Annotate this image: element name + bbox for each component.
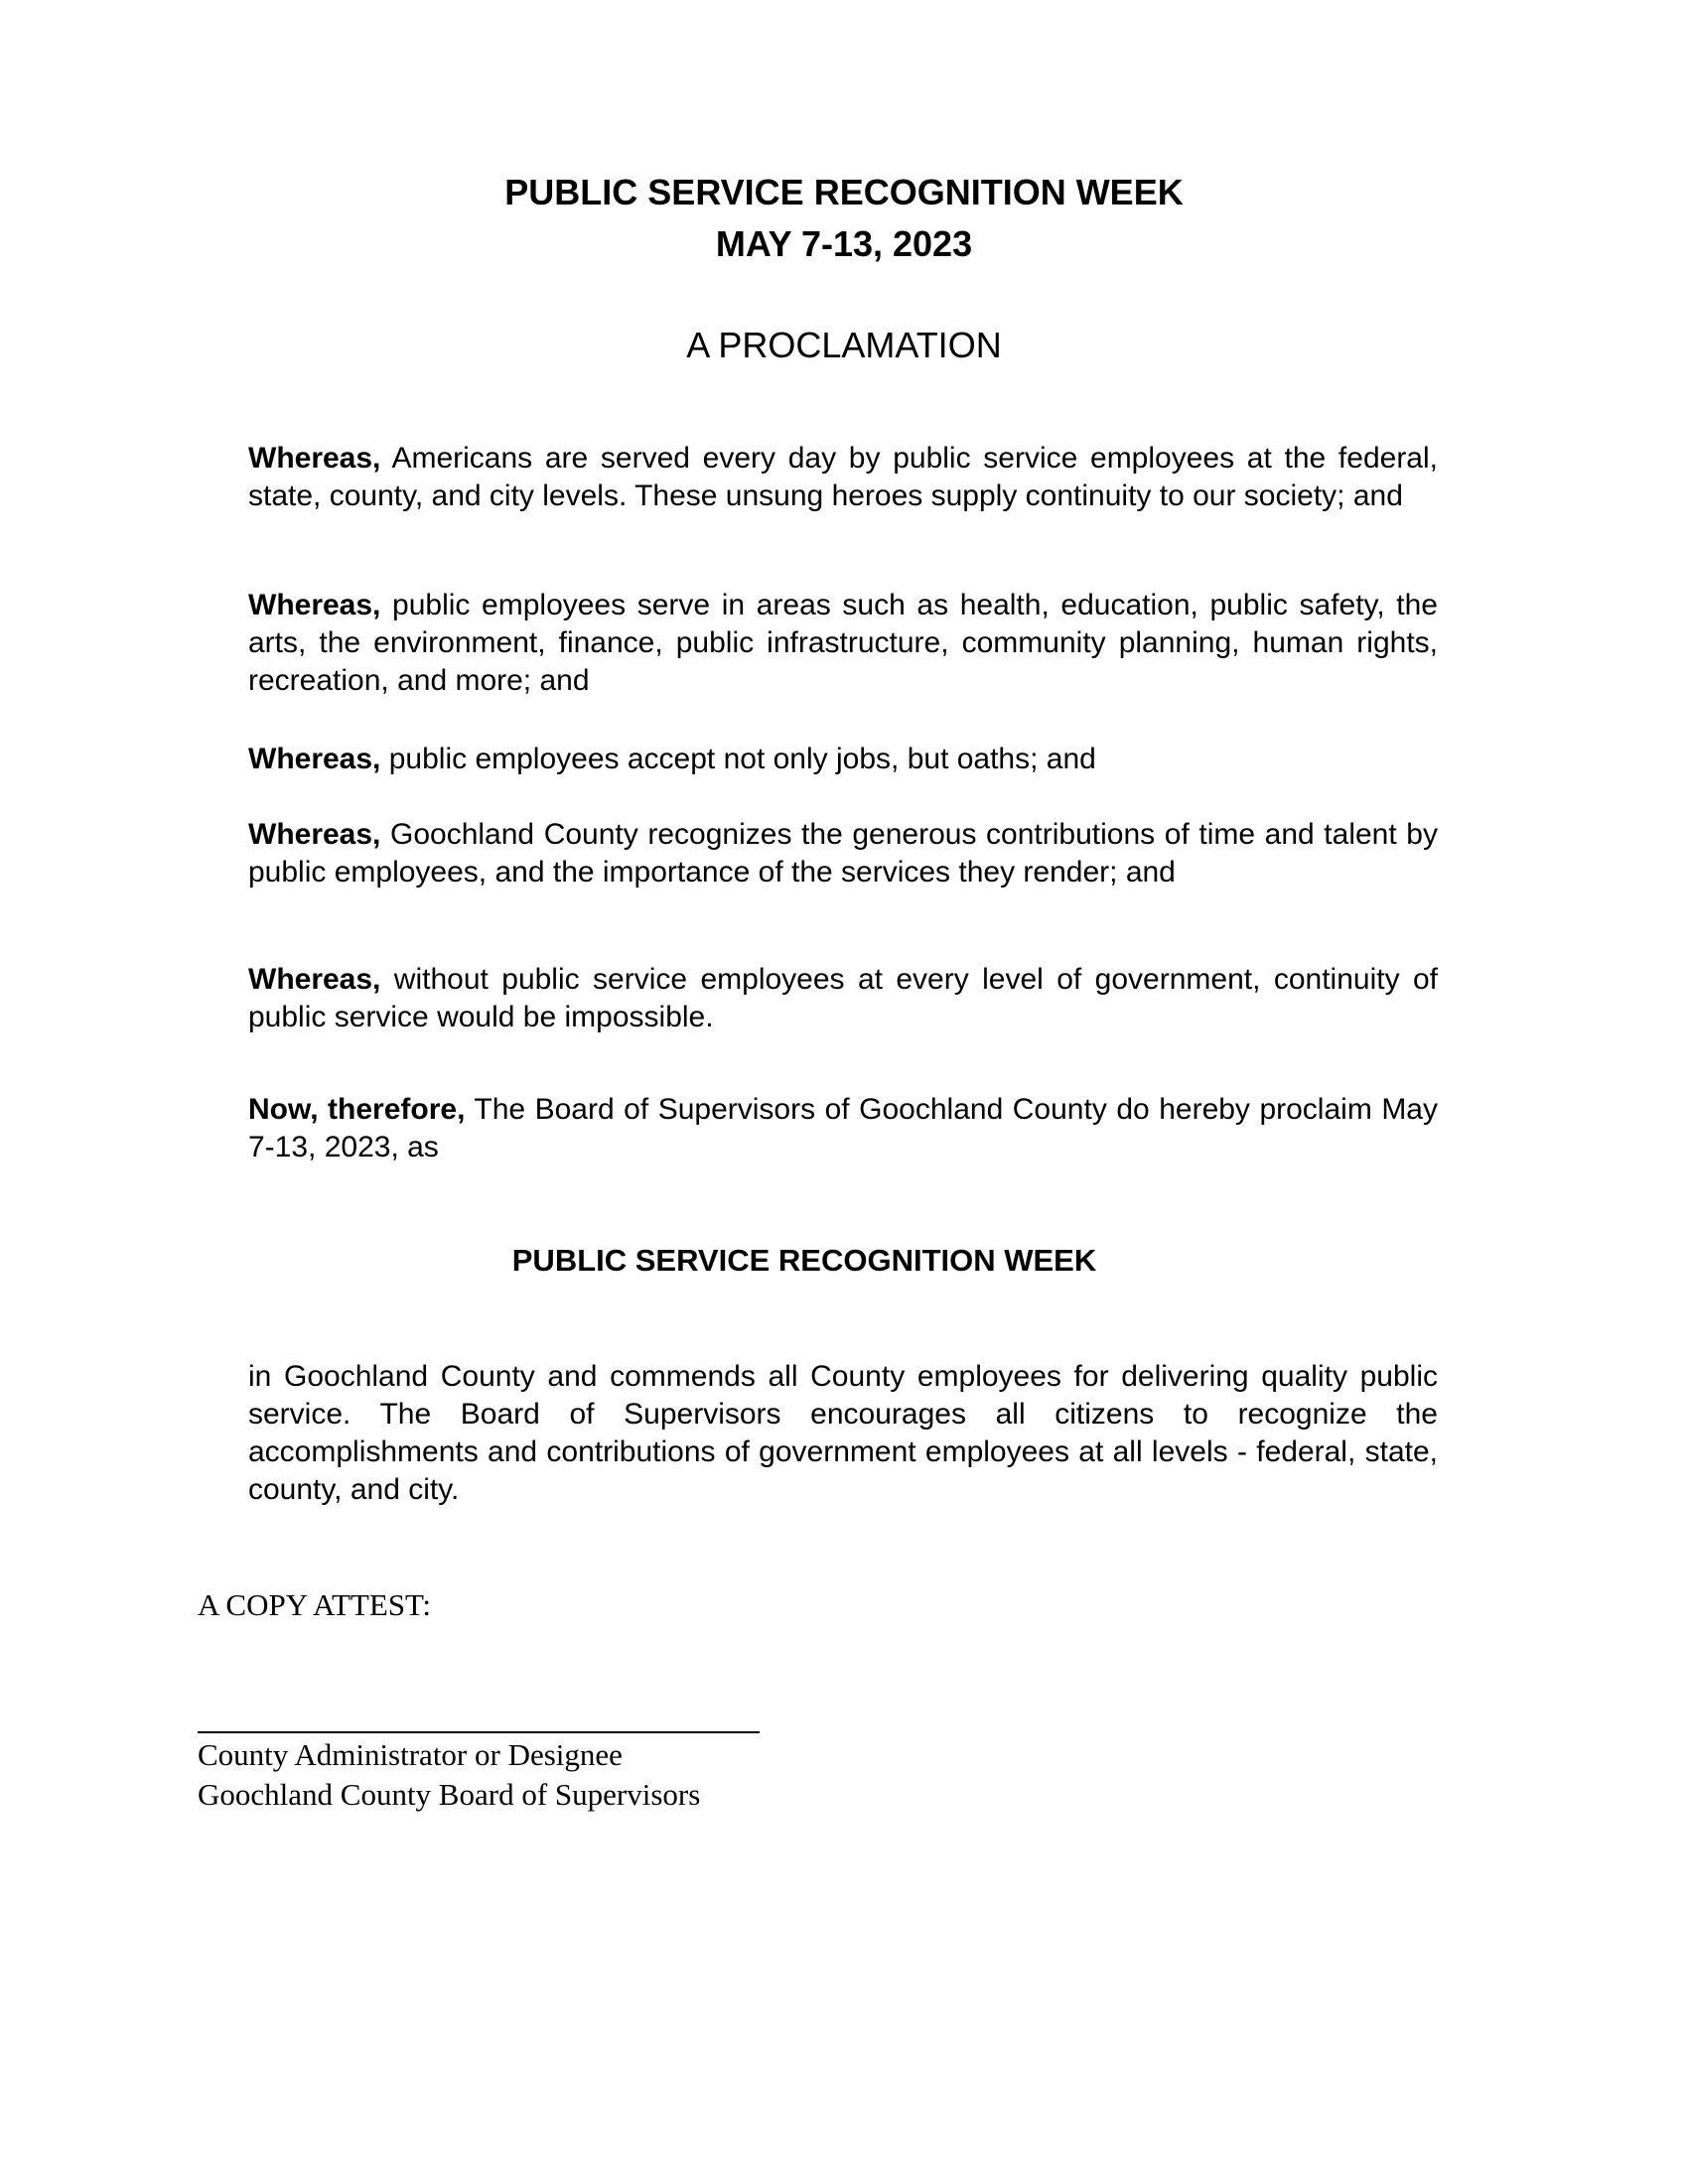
proclamation-subtitle: A PROCLAMATION: [686, 325, 1002, 365]
whereas-lead: Whereas,: [248, 818, 381, 851]
whereas-text: public employees accept not only jobs, but oaths; and: [380, 743, 1096, 775]
whereas-paragraph-3: [248, 741, 1438, 778]
whereas-paragraph-4: [248, 816, 1438, 891]
whereas-paragraph-2: [248, 587, 1438, 700]
whereas-text: Goochland County recognizes the generous contributions of time and talent by public employees, and the importance of the services they render; and: [248, 818, 1438, 888]
signer-title: County Administrator or Designee: [198, 1737, 623, 1772]
whereas-text: public employees serve in areas such as health, education, public safety, the arts, the environment, finance, public infrastructure, community planning, human rights, recreation, and more; and: [248, 589, 1438, 697]
whereas-text: without public service employees at every level of government, continuity of public service would be impossible.: [248, 963, 1438, 1033]
signature-line: [198, 1731, 760, 1733]
attest-label: A COPY ATTEST:: [198, 1587, 432, 1622]
now-therefore-text: The Board of Supervisors of Goochland County do hereby proclaim May 7-13, 2023, as: [248, 1093, 1438, 1163]
recognition-heading: PUBLIC SERVICE RECOGNITION WEEK: [511, 1243, 1097, 1278]
whereas-lead: Whereas,: [248, 589, 381, 621]
now-therefore-paragraph: [248, 1091, 1438, 1166]
whereas-paragraph-1: [248, 440, 1438, 515]
proclamation-dates: MAY 7-13, 2023: [715, 223, 973, 264]
now-therefore-lead: Now, therefore,: [248, 1093, 466, 1126]
whereas-lead: Whereas,: [248, 743, 381, 775]
whereas-lead: Whereas,: [248, 442, 381, 475]
proclamation-title: PUBLIC SERVICE RECOGNITION WEEK: [504, 172, 1184, 212]
closing-paragraph: in Goochland County and commends all County employees for delivering quality public service. The Board of Supervisors encourages all citizens to recognize the accomplishments and contributions of government employees at all levels - federal, state, county, and city.: [248, 1360, 1438, 1506]
whereas-text: Americans are served every day by public service employees at the federal, state, county, and city levels. These unsung heroes supply continuity to our society; and: [248, 442, 1438, 512]
signer-organization: Goochland County Board of Supervisors: [198, 1777, 701, 1812]
whereas-lead: Whereas,: [248, 963, 381, 996]
whereas-paragraph-5: [248, 961, 1438, 1036]
